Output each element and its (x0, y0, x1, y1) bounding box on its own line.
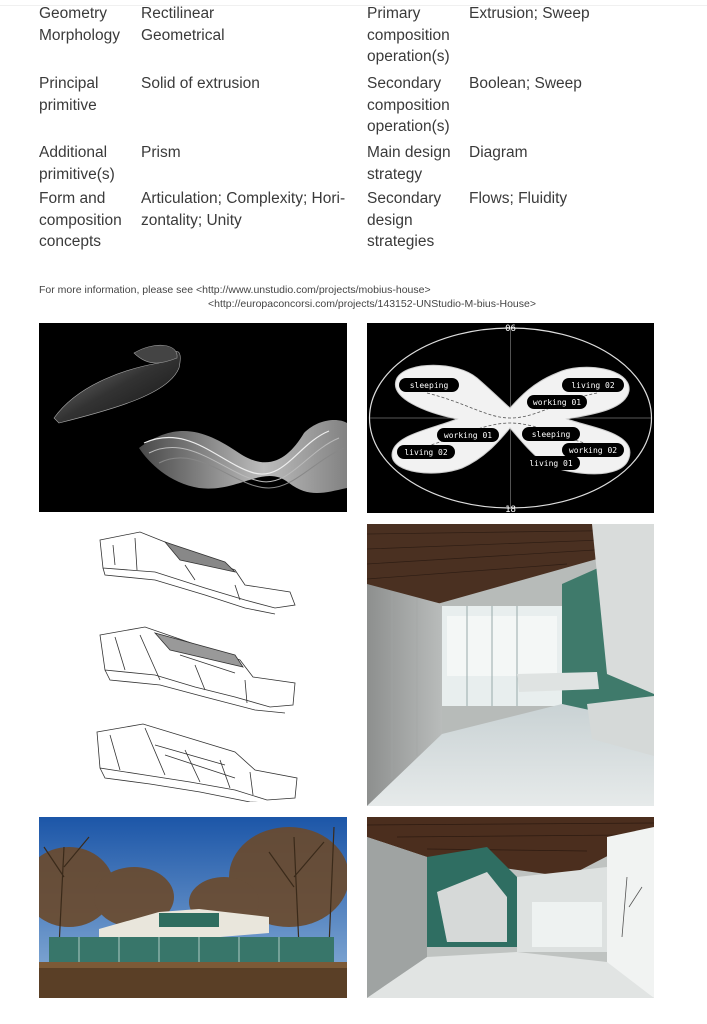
plan-level-1 (100, 532, 295, 614)
diagram-label-working-01-2: working 01 (443, 431, 493, 440)
term-principal-primitive: Principal primitive (39, 75, 99, 114)
term-secondary-operation: Secondary composition operation(s) (367, 75, 450, 135)
value-form-concepts: Articulation; Complexity; Hori- zontality; Unity (141, 190, 346, 229)
interior-photo-2 (367, 817, 654, 998)
exterior-photo (39, 817, 347, 998)
value-primary-operation: Extrusion; Sweep (469, 5, 590, 22)
term-secondary-strategies: Secondary design strategies (367, 190, 442, 250)
value-secondary-strategies: Flows; Fluidity (469, 190, 568, 207)
term-additional-primitive: Additional primitive(s) (39, 144, 115, 183)
value-additional-primitive: Prism (141, 144, 181, 161)
plan-level-2 (100, 627, 295, 713)
diagram-label-living-02-2: living 02 (404, 448, 448, 457)
diagram-top-label: 06 (505, 324, 516, 334)
interior-photo-1 (367, 524, 654, 806)
diagram-bottom-label: 18 (505, 505, 516, 513)
value-secondary-operation: Boolean; Sweep (469, 75, 582, 92)
term-form-concepts: Form and composition concepts (39, 190, 122, 250)
diagram-label-living-02-1: living 02 (571, 381, 615, 390)
value-principal-primitive: Solid of extrusion (141, 75, 260, 92)
rendering-photo (39, 323, 347, 512)
axonometric-plans (85, 530, 300, 802)
diagram-label-living-01: living 01 (529, 459, 573, 468)
diagram-label-working-02: working 02 (568, 446, 618, 455)
term-geometry: Geometry Morphology (39, 5, 120, 44)
value-main-strategy: Diagram (469, 144, 528, 161)
plan-level-3 (97, 724, 297, 802)
info-line-1: For more information, please see <http://www.unstudio.com/projects/mobius-house> (39, 284, 431, 296)
term-primary-operation: Primary composition operation(s) (367, 5, 450, 65)
info-line-2: <http://europaconcorsi.com/projects/143152-UNStudio-M-bius-House> (208, 298, 536, 310)
term-main-strategy: Main design strategy (367, 144, 451, 183)
program-diagram (367, 323, 654, 513)
diagram-label-sleeping-1: sleeping (409, 381, 449, 390)
diagram-label-working-01-1: working 01 (532, 398, 582, 407)
diagram-label-sleeping-2: sleeping (531, 430, 571, 439)
value-geometry: Rectilinear Geometrical (141, 5, 225, 44)
